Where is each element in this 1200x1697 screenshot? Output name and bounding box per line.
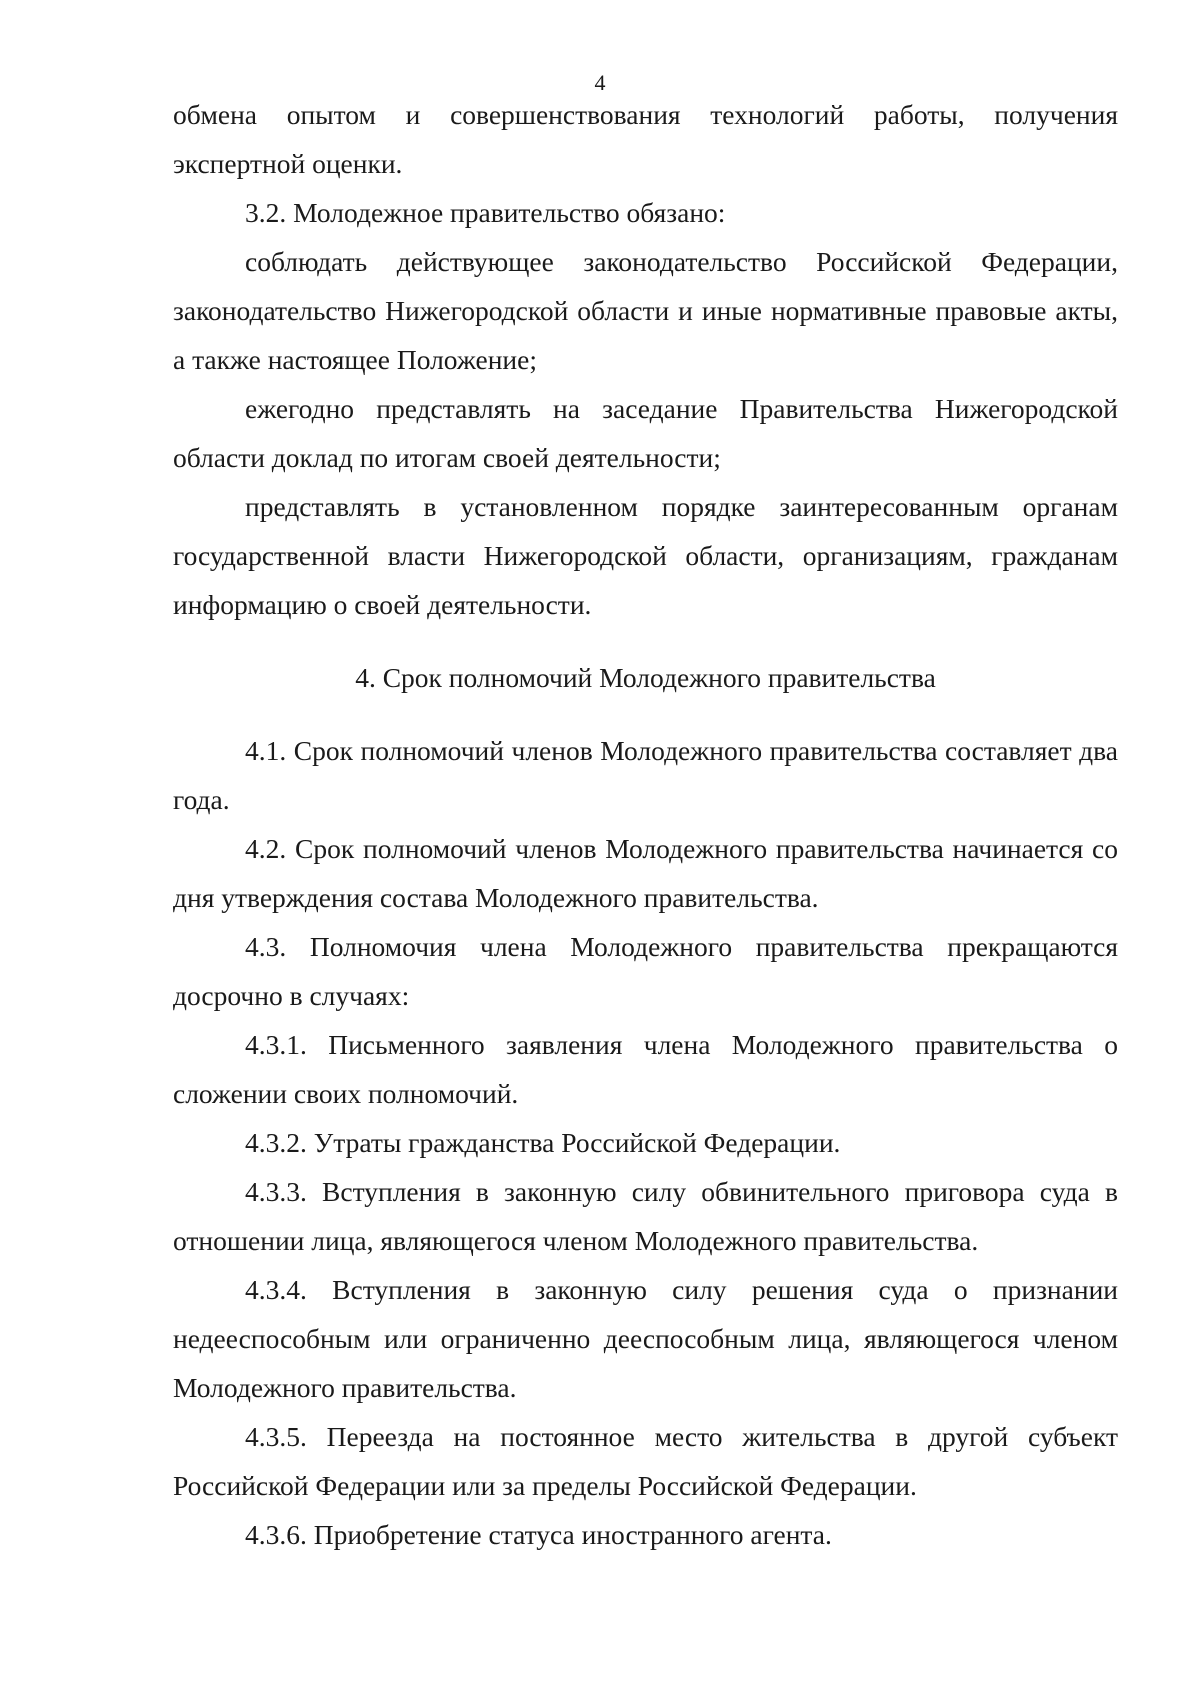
paragraph-obligation-inform: представлять в установленном порядке заинтересованным органам государственной власти Нижегородской области, организациям, гражданам информацию о своей деятельности. <box>173 491 1118 620</box>
paragraph-4-3-2: 4.3.2. Утраты гражданства Российской Федерации. <box>245 1127 841 1158</box>
page-number: 4 <box>594 70 606 95</box>
paragraph-4-3-4: 4.3.4. Вступления в законную силу решения суда о признании недееспособным или ограниченно дееспособным лица, являющегося членом Молодежного правительства. <box>173 1274 1118 1403</box>
document-body <box>173 90 1118 1559</box>
paragraph-obligation-report: ежегодно представлять на заседание Правительства Нижегородской области доклад по итогам своей деятельности; <box>173 393 1118 473</box>
paragraph-4-3-3: 4.3.3. Вступления в законную силу обвинительного приговора суда в отношении лица, являющегося членом Молодежного правительства. <box>173 1176 1118 1256</box>
section-heading: 4. Срок полномочий Молодежного правительства <box>355 662 936 693</box>
paragraph-continuation: обмена опытом и совершенствования технологий работы, получения экспертной оценки. <box>173 99 1118 179</box>
paragraph-4-1: 4.1. Срок полномочий членов Молодежного правительства составляет два года. <box>173 735 1118 815</box>
paragraph-4-3-1: 4.3.1. Письменного заявления члена Молодежного правительства о сложении своих полномочий. <box>173 1029 1118 1109</box>
paragraph-4-3: 4.3. Полномочия члена Молодежного правительства прекращаются досрочно в случаях: <box>173 931 1118 1011</box>
paragraph-3-2: 3.2. Молодежное правительство обязано: <box>245 197 726 228</box>
paragraph-4-2: 4.2. Срок полномочий членов Молодежного правительства начинается со дня утверждения состава Молодежного правительства. <box>173 833 1118 913</box>
paragraph-obligation-comply: соблюдать действующее законодательство Российской Федерации, законодательство Нижегородской области и иные нормативные правовые акты, а также настоящее Положение; <box>173 246 1118 375</box>
paragraph-4-3-5: 4.3.5. Переезда на постоянное место жительства в другой субъект Российской Федерации или за пределы Российской Федерации. <box>173 1421 1118 1501</box>
paragraph-4-3-6: 4.3.6. Приобретение статуса иностранного агента. <box>245 1519 832 1550</box>
